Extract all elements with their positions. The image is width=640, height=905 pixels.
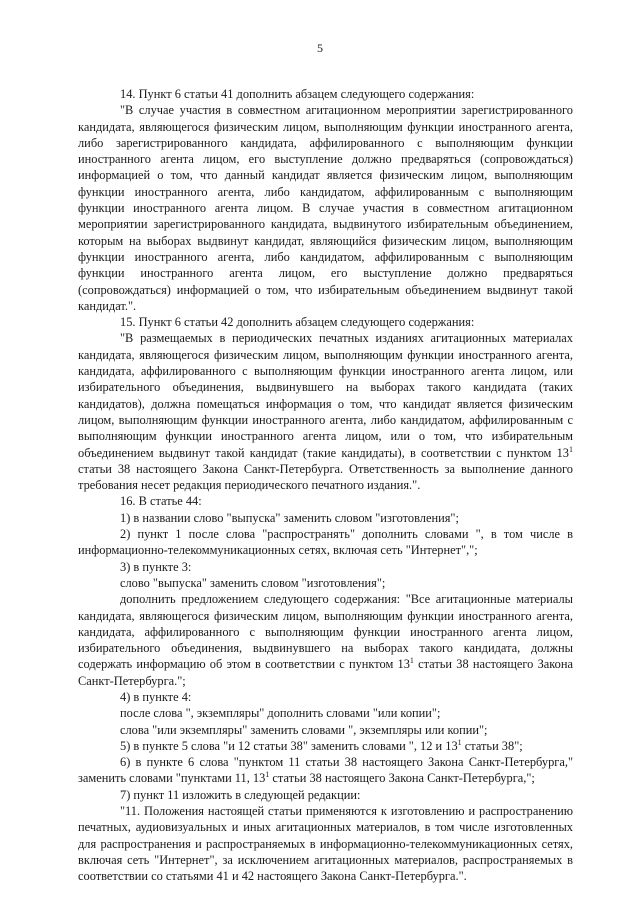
superscript: 1 [569, 444, 573, 454]
paragraph-15: 15. Пункт 6 статьи 42 дополнить абзацем следующего содержания: [120, 315, 475, 330]
paragraph-14: 14. Пункт 6 статьи 41 дополнить абзацем следующего содержания: [120, 87, 475, 101]
superscript: 1 [457, 737, 462, 747]
subitem-3: 3) в пункте 3: [120, 559, 192, 574]
subitem-7-new-text: "11. Положения настоящей статьи применяются к изготовлению и распространению печатных, аудиовизуальных и иных агитационных материалов, в том числе изготовленных для распространения и распространяемых в информационно-телекоммуникационных сетях, включая сеть "Интернет", за исключением агитационных материалов, распространяемых в соответствии со статьями 41 и 42 настоящего Закона Санкт-Петербурга.". [78, 804, 573, 884]
subitem-4: 4) в пункте 4: [120, 689, 192, 704]
subitem-5: 5) в пункте 5 слова "и 12 статьи 38" заменить словами ", 12 и $13^1$ статьи 38"; [120, 737, 523, 753]
subitem-6: 6) в пункте 6 слова "пунктом 11 статьи 38 настоящего Закона Санкт-Петербурга," заменить словами "пунктами 11, $13^1$ статьи 38 настоящего Закона Санкт-Петербурга,"; [78, 755, 573, 786]
subitem-1: 1) в названии слово "выпуска" заменить словом "изготовления"; [120, 510, 459, 525]
superscript: 1 [409, 656, 414, 666]
paragraph-16: 16. В статье 44: [120, 494, 202, 509]
page-number: 5 [317, 41, 323, 55]
document-body [78, 86, 573, 885]
subitem-3-b: дополнить предложением следующего содержания: "Все агитационные материалы кандидата, являющегося физическим лицом, выполняющим функции иностранного агента, кандидата, аффилированного с выполняющим функции иностранного агента лицом, избирательного объединения, выдвинувшего на выборах такого кандидата, должны содержать информацию об этом в соответствии с пунктом $13^1$ статьи 38 настоящего Закона Санкт-Петербурга."; [78, 592, 573, 688]
subitem-3-a: слово "выпуска" заменить словом "изготовления"; [120, 575, 386, 590]
superscript: 1 [265, 770, 270, 780]
paragraph-14-addition: "В случае участия в совместном агитационном мероприятии зарегистрированного кандидата, являющегося физическим лицом, выполняющим функции иностранного агента, либо зарегистрированного кандидата, аффилированного с выполняющим функции иностранного агента лицом, его выступление должно предваряться (сопровождаться) информацией о том, что данный кандидат является физическим лицом, выполняющим функции иностранного агента, либо кандидатом, аффилированным с выполняющим функции иностранного агента лицом. В случае участия в совместном агитационном мероприятии зарегистрированного кандидата, выдвинутого избирательным объединением, которым на выборах выдвинут кандидат, являющийся физическим лицом, выполняющим функции иностранного агента, либо кандидатом, аффилированным с выполняющим функции иностранного агента лицом, его выступление должно предваряться (сопровождаться) информацией о том, что избирательным объединением выдвинут такой кандидат.". [78, 103, 573, 313]
subitem-4-b: слова "или экземпляры" заменить словами ", экземпляры или копии"; [120, 722, 488, 737]
paragraph-15-addition: "В размещаемых в периодических печатных изданиях агитационных материалах кандидата, являющегося физическим лицом, выполняющим функции иностранного агента, кандидата, аффилированного с выполняющим функции иностранного агента лицом, или избирательного объединения, выдвинувшего на выборах такого кандидата (таких кандидатов), должна помещаться информация о том, что кандидат является физическим лицом, выполняющим функции иностранного агента, либо кандидатом, аффилированным с выполняющим функции иностранного агента лицом, или о том, что избирательным объединением выдвинут такой кандидат (такие кандидаты), в соответствии с пунктом $13^1$ статьи 38 настоящего Закона Санкт-Петербурга. Ответственность за выполнение данного требования несет редакция периодического печатного издания.". [78, 331, 573, 493]
subitem-4-a: после слова ", экземпляры" дополнить словами "или копии"; [120, 706, 441, 721]
subitem-7: 7) пункт 11 изложить в следующей редакции: [120, 787, 361, 802]
subitem-2: 2) пункт 1 после слова "распространять" дополнить словами ", в том числе в информационно-телекоммуникационных сетях, включая сеть "Интернет","; [78, 527, 573, 558]
